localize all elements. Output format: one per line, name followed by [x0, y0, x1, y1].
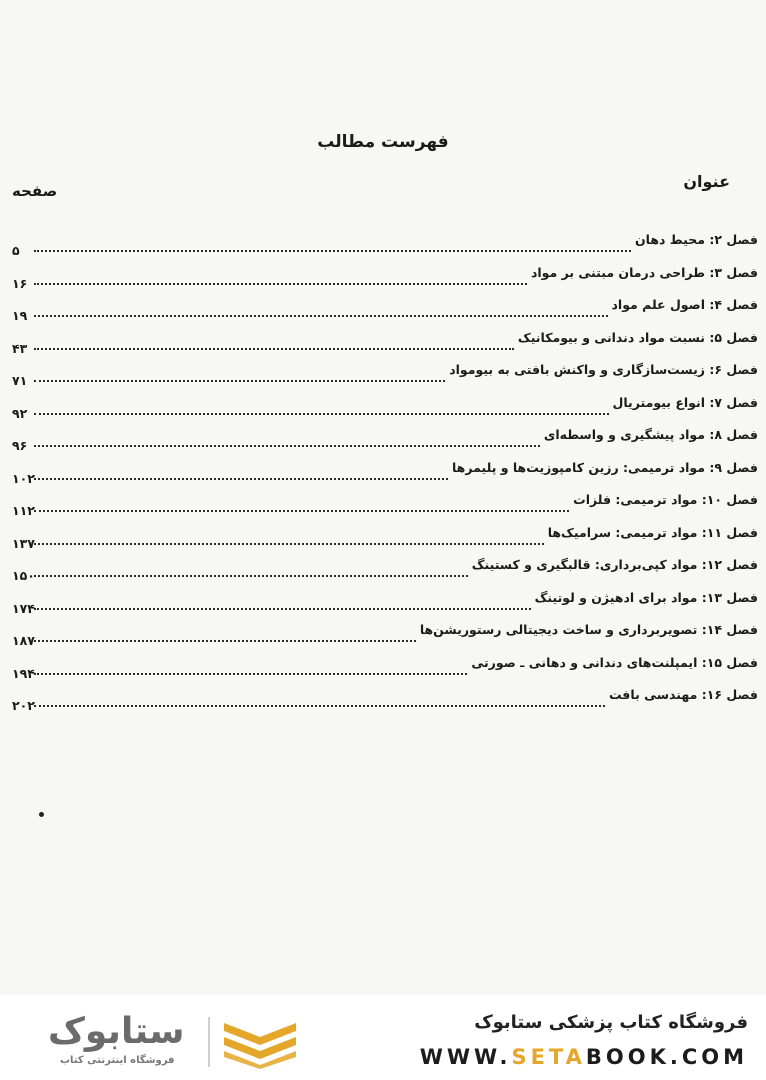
toc-dot-leader — [34, 543, 544, 545]
toc-entry — [12, 590, 758, 614]
toc-entry-label: فصل ۶: زیست‌سازگاری و واکنش بافتی به بیومواد — [449, 362, 758, 377]
toc-dot-leader — [34, 315, 608, 317]
column-page-heading: صفحه — [12, 182, 58, 200]
book-stack-icon — [220, 1013, 300, 1069]
store-footer — [0, 995, 766, 1080]
toc-dot-leader — [34, 445, 540, 447]
toc-dot-leader — [34, 380, 445, 382]
toc-entry — [12, 362, 758, 386]
toc-entry-label: فصل ۸: مواد پیشگیری و واسطه‌ای — [543, 427, 758, 442]
toc-entry-page: ۱۳۷ — [12, 535, 35, 551]
toc-entry-page: ۵ — [12, 243, 20, 258]
url-prefix: WWW. — [419, 1045, 512, 1069]
toc-dot-leader — [34, 348, 514, 350]
toc-entry-label: فصل ۹: مواد ترمیمی: رزین کامپوزیت‌ها و پلیمرها — [451, 459, 758, 475]
toc-entry-label: فصل ۱۲: مواد کپی‌برداری: قالبگیری و کستینگ — [471, 557, 758, 572]
toc-entry — [12, 265, 758, 289]
toc-entry-page: ۱۶ — [12, 275, 28, 291]
toc-entry-label: فصل ۱۴: تصویربرداری و ساخت دیجیتالی رستوریشن‌ها — [419, 622, 758, 637]
toc-entry-page: ۲۰۲ — [12, 698, 35, 713]
logo-divider — [208, 1017, 210, 1067]
toc-entry-page: ۴۳ — [12, 340, 28, 356]
toc-entry — [12, 655, 758, 679]
toc-entry — [12, 330, 758, 354]
toc-entry-page: ۱۰۲ — [12, 470, 35, 486]
toc-entry-label: فصل ۱۶: مهندسی بافت — [608, 687, 758, 702]
toc-entry — [12, 395, 758, 419]
store-name: فروشگاه کتاب پزشکی ستابوک — [474, 1012, 748, 1033]
toc-title: فهرست مطالب — [317, 132, 449, 152]
logo-wordmark: ستابوک — [48, 1011, 185, 1052]
toc-dot-leader — [34, 413, 609, 415]
toc-entry-label: فصل ۵: نسبت مواد دندانی و بیومکانیک — [517, 329, 758, 345]
toc-entry — [12, 427, 758, 451]
toc-entry — [12, 687, 758, 711]
toc-entry-label: فصل ۱۱: مواد ترمیمی: سرامیک‌ها — [547, 524, 758, 540]
toc-entry-label: فصل ۱۳: مواد برای ادهیژن و لوتینگ — [534, 589, 758, 605]
toc-entry — [12, 557, 758, 581]
toc-dot-leader — [34, 705, 605, 707]
store-logo[interactable] — [40, 1011, 300, 1071]
toc-dot-leader — [34, 673, 467, 675]
toc-entry-page: ۱۸۷ — [12, 633, 35, 648]
toc-entry-page: ۱۱۲ — [12, 503, 35, 518]
toc-dot-leader — [34, 283, 527, 285]
toc-entry-page: ۹۲ — [12, 405, 28, 421]
toc-entry-label: فصل ۷: انواع بیومتریال — [612, 394, 758, 410]
toc-entry-label: فصل ۲: محیط دهان — [634, 232, 758, 247]
toc-entry-label: فصل ۱۵: ایمپلنت‌های دندانی و دهانی ـ صورتی — [471, 654, 758, 670]
toc-dot-leader — [34, 575, 468, 577]
toc-entry-page: ۱۵۰ — [12, 568, 35, 583]
toc-dot-leader — [34, 510, 569, 512]
toc-dot-leader — [34, 608, 531, 610]
toc-dot-leader — [34, 478, 448, 480]
toc-entry-page: ۹۶ — [12, 438, 28, 453]
toc-entry — [12, 622, 758, 646]
toc-entry-page: ۱۷۴ — [12, 600, 35, 616]
toc-dot-leader — [34, 640, 416, 642]
toc-entry-page: ۱۹ — [12, 308, 28, 323]
toc-entry — [12, 525, 758, 549]
logo-subtitle: فروشگاه اینترنتی کتاب — [60, 1055, 175, 1066]
url-suffix: BOOK.COM — [585, 1045, 748, 1069]
toc-dot-leader — [34, 250, 631, 252]
column-title-heading: عنوان — [683, 172, 730, 191]
toc-entry-label: فصل ۴: اصول علم مواد — [611, 297, 758, 312]
toc-entry — [12, 460, 758, 484]
toc-entry — [12, 232, 758, 256]
toc-entry-label: فصل ۱۰: مواد ترمیمی: فلزات — [573, 492, 758, 507]
url-accent: SETA — [511, 1045, 586, 1069]
toc-entry-page: ۷۱ — [12, 373, 28, 388]
ink-dot — [39, 812, 44, 817]
toc-entry — [12, 492, 758, 516]
store-url-link[interactable] — [420, 1045, 748, 1069]
toc-entry-label: فصل ۳: طراحی درمان مبتنی بر مواد — [530, 264, 758, 280]
toc-entry — [12, 297, 758, 321]
toc-entry-page: ۱۹۴ — [12, 665, 35, 681]
